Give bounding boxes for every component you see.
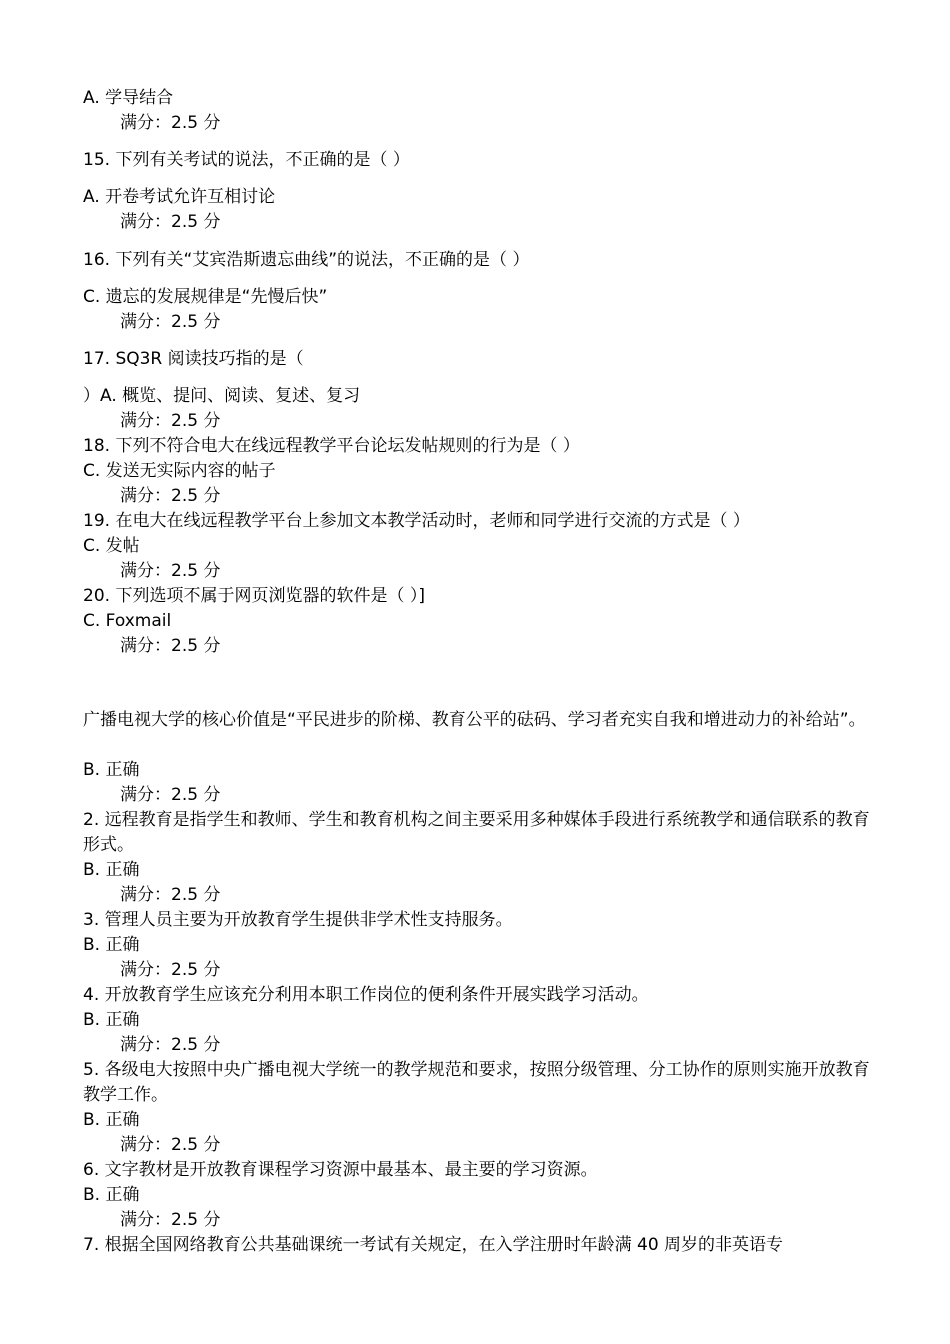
answer-line: C. Foxmail: [83, 611, 172, 631]
question-line: 4. 开放教育学生应该充分利用本职工作岗位的便利条件开展实践学习活动。: [83, 985, 649, 1005]
question-line: 16. 下列有关“艾宾浩斯遗忘曲线”的说法，不正确的是（ ）: [83, 250, 530, 270]
answer-line: B. 正确: [83, 860, 140, 880]
answer-line: B. 正确: [83, 935, 140, 955]
score-line: 满分：2.5 分: [120, 212, 221, 232]
answer-line: C. 发送无实际内容的帖子: [83, 461, 276, 481]
score-line: 满分：2.5 分: [120, 960, 221, 980]
score-line: 满分：2.5 分: [120, 486, 221, 506]
score-line: 满分：2.5 分: [120, 411, 221, 431]
answer-line: B. 正确: [83, 1185, 140, 1205]
question-line: 5. 各级电大按照中央广播电视大学统一的教学规范和要求，按照分级管理、分工协作的原则实施开放教育教学工作。: [83, 1060, 870, 1105]
question-line: 3. 管理人员主要为开放教育学生提供非学术性支持服务。: [83, 910, 513, 930]
question-line: 20. 下列选项不属于网页浏览器的软件是（ ）]: [83, 586, 425, 606]
question-line: 19. 在电大在线远程教学平台上参加文本教学活动时，老师和同学进行交流的方式是（ ）: [83, 511, 750, 531]
question-line: 6. 文字教材是开放教育课程学习资源中最基本、最主要的学习资源。: [83, 1160, 598, 1180]
answer-line: ）A. 概览、提问、阅读、复述、复习: [83, 386, 361, 406]
answer-line: B. 正确: [83, 760, 140, 780]
question-line: 18. 下列不符合电大在线远程教学平台论坛发帖规则的行为是（ ）: [83, 436, 580, 456]
answer-line: A. 开卷考试允许互相讨论: [83, 187, 276, 207]
answer-line: A. 学导结合: [83, 88, 174, 108]
score-line: 满分：2.5 分: [120, 561, 221, 581]
answer-line: B. 正确: [83, 1010, 140, 1030]
question-line: 广播电视大学的核心价值是“平民进步的阶梯、教育公平的砝码、学习者充实自我和增进动力的补给站”。: [83, 710, 866, 730]
answer-line: C. 发帖: [83, 536, 140, 556]
question-line: 2. 远程教育是指学生和教师、学生和教育机构之间主要采用多种媒体手段进行系统教学和通信联系的教育形式。: [83, 810, 870, 855]
score-line: 满分：2.5 分: [120, 1035, 221, 1055]
question-line: 7. 根据全国网络教育公共基础课统一考试有关规定，在入学注册时年龄满 40 周岁的非英语专: [83, 1235, 784, 1255]
score-line: 满分：2.5 分: [120, 113, 221, 133]
score-line: 满分：2.5 分: [120, 312, 221, 332]
answer-line: B. 正确: [83, 1110, 140, 1130]
score-line: 满分：2.5 分: [120, 885, 221, 905]
score-line: 满分：2.5 分: [120, 785, 221, 805]
question-line: 17. SQ3R 阅读技巧指的是（: [83, 349, 304, 369]
answer-line: C. 遗忘的发展规律是“先慢后快”: [83, 287, 328, 307]
score-line: 满分：2.5 分: [120, 1210, 221, 1230]
score-line: 满分：2.5 分: [120, 636, 221, 656]
score-line: 满分：2.5 分: [120, 1135, 221, 1155]
question-line: 15. 下列有关考试的说法，不正确的是（ ）: [83, 150, 410, 170]
